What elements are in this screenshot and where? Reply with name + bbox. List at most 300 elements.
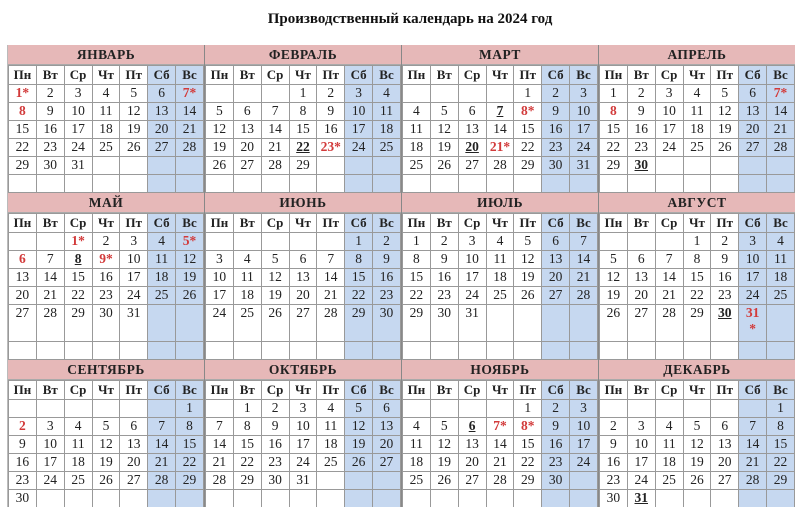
day-cell: 25 <box>92 139 120 157</box>
day-cell <box>176 85 204 103</box>
day-cell: 7 <box>317 251 345 269</box>
day-cell: 15 <box>176 436 204 454</box>
empty-cell <box>430 400 458 418</box>
month-block <box>204 193 401 360</box>
day-cell: 15 <box>683 269 711 287</box>
weekday-label: Сб <box>542 214 570 233</box>
empty-cell <box>345 472 373 490</box>
empty-cell <box>711 400 739 418</box>
day-cell: 9 <box>627 103 655 121</box>
holiday-day: 1* <box>16 85 30 100</box>
day-cell: 14 <box>767 103 795 121</box>
empty-cell <box>206 85 234 103</box>
day-cell: 11 <box>233 269 261 287</box>
weekday-label: Сб <box>345 214 373 233</box>
weekday-label: Пн <box>9 214 37 233</box>
day-cell: 5 <box>430 418 458 436</box>
empty-cell <box>233 342 261 360</box>
day-cell: 12 <box>345 418 373 436</box>
day-cell: 21 <box>317 287 345 305</box>
day-cell: 16 <box>542 121 570 139</box>
short-day: 7 <box>497 103 504 118</box>
weekday-label: Чт <box>683 214 711 233</box>
day-cell: 22 <box>403 287 431 305</box>
empty-cell <box>486 490 514 507</box>
empty-cell <box>627 175 655 193</box>
day-cell: 23 <box>36 139 64 157</box>
day-cell: 27 <box>373 454 401 472</box>
day-cell: 17 <box>64 121 92 139</box>
empty-cell <box>233 175 261 193</box>
day-cell: 31 <box>64 157 92 175</box>
day-cell <box>486 103 514 121</box>
day-cell: 3 <box>36 418 64 436</box>
day-cell: 11 <box>373 103 401 121</box>
weekday-label: Пн <box>206 66 234 85</box>
day-cell: 26 <box>206 157 234 175</box>
weekday-label: Чт <box>486 66 514 85</box>
holiday-day: 7* <box>183 85 197 100</box>
weekday-label: Сб <box>739 214 767 233</box>
day-cell: 21 <box>486 454 514 472</box>
day-cell: 6 <box>739 85 767 103</box>
holiday-day: 2 <box>19 418 26 433</box>
day-cell: 17 <box>570 436 598 454</box>
day-cell: 24 <box>36 472 64 490</box>
day-cell: 31 <box>458 305 486 342</box>
empty-cell <box>542 305 570 342</box>
empty-cell <box>289 233 317 251</box>
empty-cell <box>655 175 683 193</box>
day-cell: 10 <box>458 251 486 269</box>
empty-cell <box>317 342 345 360</box>
month-block <box>7 360 204 507</box>
day-cell: 16 <box>317 121 345 139</box>
day-cell: 28 <box>655 305 683 342</box>
month-block <box>401 45 598 193</box>
day-cell: 15 <box>600 121 628 139</box>
day-cell: 9 <box>261 418 289 436</box>
empty-cell <box>120 400 148 418</box>
weekday-label: Пт <box>120 214 148 233</box>
day-cell: 4 <box>767 233 795 251</box>
empty-cell <box>711 157 739 175</box>
day-cell: 29 <box>514 472 542 490</box>
weekday-label: Сб <box>739 381 767 400</box>
day-cell: 14 <box>655 269 683 287</box>
day-cell: 5 <box>206 103 234 121</box>
day-cell: 28 <box>148 472 176 490</box>
empty-cell <box>767 342 795 360</box>
day-cell: 18 <box>486 269 514 287</box>
day-cell: 29 <box>600 157 628 175</box>
day-cell: 26 <box>514 287 542 305</box>
empty-cell <box>570 175 598 193</box>
day-cell: 24 <box>458 287 486 305</box>
day-cell: 23 <box>627 139 655 157</box>
day-cell: 24 <box>64 139 92 157</box>
day-cell: 1 <box>767 400 795 418</box>
day-cell: 17 <box>655 121 683 139</box>
day-cell: 2 <box>92 233 120 251</box>
empty-cell <box>600 233 628 251</box>
empty-cell <box>683 490 711 507</box>
day-cell: 27 <box>627 305 655 342</box>
day-cell: 18 <box>233 287 261 305</box>
day-cell: 20 <box>148 121 176 139</box>
weekday-label: Ср <box>655 66 683 85</box>
day-cell: 6 <box>373 400 401 418</box>
day-cell: 7 <box>739 418 767 436</box>
day-cell: 26 <box>430 472 458 490</box>
empty-cell <box>542 342 570 360</box>
day-cell: 28 <box>261 157 289 175</box>
empty-cell <box>317 157 345 175</box>
empty-cell <box>683 342 711 360</box>
day-cell: 27 <box>739 139 767 157</box>
empty-cell <box>345 157 373 175</box>
day-cell: 19 <box>261 287 289 305</box>
day-cell: 5 <box>261 251 289 269</box>
day-cell: 10 <box>345 103 373 121</box>
empty-cell <box>600 400 628 418</box>
day-cell <box>9 418 37 436</box>
day-cell: 26 <box>430 157 458 175</box>
empty-cell <box>317 175 345 193</box>
day-cell: 25 <box>373 139 401 157</box>
day-cell: 16 <box>36 121 64 139</box>
empty-cell <box>176 305 204 342</box>
day-cell: 26 <box>120 139 148 157</box>
holiday-day: 23* <box>321 139 341 154</box>
day-cell: 18 <box>373 121 401 139</box>
month-block <box>204 360 401 507</box>
holiday-day: 5* <box>183 233 197 248</box>
weekday-label: Сб <box>739 66 767 85</box>
weekday-label: Пн <box>403 214 431 233</box>
day-cell: 15 <box>345 269 373 287</box>
empty-cell <box>233 490 261 507</box>
day-cell: 12 <box>711 103 739 121</box>
month-header: ДЕКАБРЬ <box>599 360 795 380</box>
empty-cell <box>627 233 655 251</box>
day-cell: 10 <box>570 418 598 436</box>
day-cell: 28 <box>317 305 345 342</box>
day-cell: 19 <box>514 269 542 287</box>
day-cell <box>600 103 628 121</box>
day-cell: 14 <box>486 436 514 454</box>
day-cell: 8 <box>289 103 317 121</box>
day-cell: 20 <box>373 436 401 454</box>
weekday-label: Пт <box>120 381 148 400</box>
day-cell: 16 <box>9 454 37 472</box>
empty-cell <box>373 157 401 175</box>
empty-cell <box>9 175 37 193</box>
day-cell: 31 <box>120 305 148 342</box>
month-header: АВГУСТ <box>599 193 795 213</box>
day-cell: 26 <box>176 287 204 305</box>
day-cell: 5 <box>600 251 628 269</box>
empty-cell <box>176 490 204 507</box>
day-cell: 6 <box>233 103 261 121</box>
day-cell: 15 <box>233 436 261 454</box>
weekday-label: Ср <box>458 381 486 400</box>
holiday-day: 9* <box>99 251 113 266</box>
weekday-label: Чт <box>92 214 120 233</box>
weekday-label: Вс <box>570 381 598 400</box>
day-cell: 14 <box>570 251 598 269</box>
day-cell: 4 <box>683 85 711 103</box>
day-cell: 26 <box>261 305 289 342</box>
day-cell: 13 <box>458 121 486 139</box>
weekday-label: Вт <box>233 214 261 233</box>
month-header: ОКТЯБРЬ <box>205 360 401 380</box>
day-cell: 14 <box>176 103 204 121</box>
weekday-label: Ср <box>458 66 486 85</box>
day-cell: 17 <box>36 454 64 472</box>
day-cell: 7 <box>148 418 176 436</box>
day-cell: 29 <box>233 472 261 490</box>
empty-cell <box>289 175 317 193</box>
day-cell: 9 <box>600 436 628 454</box>
empty-cell <box>261 85 289 103</box>
day-cell: 19 <box>683 454 711 472</box>
day-cell: 7 <box>655 251 683 269</box>
day-cell: 14 <box>739 436 767 454</box>
empty-cell <box>148 490 176 507</box>
day-cell: 6 <box>627 251 655 269</box>
short-day: 8 <box>75 251 82 266</box>
empty-cell <box>92 342 120 360</box>
day-cell: 16 <box>542 436 570 454</box>
holiday-day: 8 <box>19 103 26 118</box>
empty-cell <box>570 490 598 507</box>
empty-cell <box>148 175 176 193</box>
day-cell: 24 <box>627 472 655 490</box>
empty-cell <box>206 400 234 418</box>
day-cell: 9 <box>542 418 570 436</box>
month-header: МАЙ <box>8 193 204 213</box>
day-cell: 30 <box>92 305 120 342</box>
day-cell: 14 <box>36 269 64 287</box>
day-cell: 30 <box>542 157 570 175</box>
day-cell: 19 <box>92 454 120 472</box>
day-cell: 11 <box>317 418 345 436</box>
day-cell: 2 <box>627 85 655 103</box>
day-cell: 29 <box>345 305 373 342</box>
weekday-label: Ср <box>261 66 289 85</box>
day-cell: 9 <box>36 103 64 121</box>
empty-cell <box>767 175 795 193</box>
day-cell: 14 <box>261 121 289 139</box>
month-header: НОЯБРЬ <box>402 360 598 380</box>
day-cell: 21 <box>767 121 795 139</box>
day-cell: 15 <box>289 121 317 139</box>
weekday-label: Чт <box>289 214 317 233</box>
weekday-label: Вт <box>36 381 64 400</box>
day-cell: 29 <box>403 305 431 342</box>
empty-cell <box>514 305 542 342</box>
day-cell: 7 <box>570 233 598 251</box>
day-cell: 14 <box>486 121 514 139</box>
day-cell <box>514 103 542 121</box>
day-cell: 24 <box>120 287 148 305</box>
day-cell: 6 <box>289 251 317 269</box>
day-cell: 23 <box>711 287 739 305</box>
weekday-label: Вс <box>176 214 204 233</box>
empty-cell <box>739 157 767 175</box>
day-cell: 12 <box>176 251 204 269</box>
day-cell: 27 <box>148 139 176 157</box>
day-cell: 8 <box>403 251 431 269</box>
empty-cell <box>148 305 176 342</box>
weekday-label: Чт <box>92 381 120 400</box>
day-cell: 26 <box>92 472 120 490</box>
day-cell: 4 <box>403 103 431 121</box>
day-cell: 18 <box>148 269 176 287</box>
day-cell: 21 <box>261 139 289 157</box>
empty-cell <box>430 85 458 103</box>
month-block <box>401 193 598 360</box>
day-cell: 24 <box>206 305 234 342</box>
empty-cell <box>120 490 148 507</box>
day-cell: 19 <box>176 269 204 287</box>
day-cell: 14 <box>206 436 234 454</box>
day-cell: 7 <box>36 251 64 269</box>
day-cell: 11 <box>64 436 92 454</box>
short-day: 22 <box>296 139 310 154</box>
weekday-label: Вт <box>233 66 261 85</box>
day-cell: 20 <box>458 454 486 472</box>
month-block <box>598 45 795 193</box>
day-cell: 17 <box>120 269 148 287</box>
day-cell: 28 <box>486 472 514 490</box>
empty-cell <box>542 175 570 193</box>
day-cell: 23 <box>373 287 401 305</box>
day-cell: 4 <box>373 85 401 103</box>
empty-cell <box>64 490 92 507</box>
empty-cell <box>176 342 204 360</box>
day-cell: 13 <box>458 436 486 454</box>
day-cell: 2 <box>542 85 570 103</box>
day-cell: 18 <box>317 436 345 454</box>
day-cell: 24 <box>345 139 373 157</box>
weekday-label: Пн <box>600 381 628 400</box>
day-cell: 22 <box>64 287 92 305</box>
day-cell: 6 <box>458 103 486 121</box>
day-cell: 5 <box>514 233 542 251</box>
weekday-label: Пт <box>120 66 148 85</box>
day-cell: 28 <box>570 287 598 305</box>
month-header: СЕНТЯБРЬ <box>8 360 204 380</box>
day-cell: 20 <box>739 121 767 139</box>
day-cell: 10 <box>627 436 655 454</box>
empty-cell <box>486 400 514 418</box>
empty-cell <box>92 175 120 193</box>
weekday-label: Вс <box>373 214 401 233</box>
empty-cell <box>403 85 431 103</box>
empty-cell <box>403 175 431 193</box>
day-cell: 25 <box>64 472 92 490</box>
day-cell: 1 <box>289 85 317 103</box>
day-cell: 22 <box>176 454 204 472</box>
day-cell: 22 <box>767 454 795 472</box>
empty-cell <box>345 490 373 507</box>
day-cell: 28 <box>767 139 795 157</box>
weekday-label: Вс <box>767 214 795 233</box>
short-day: 31 <box>635 490 649 505</box>
month-header: ИЮЛЬ <box>402 193 598 213</box>
weekday-label: Пт <box>317 381 345 400</box>
day-cell: 13 <box>542 251 570 269</box>
day-cell: 17 <box>458 269 486 287</box>
empty-cell <box>36 342 64 360</box>
weekday-label: Пн <box>403 66 431 85</box>
day-cell: 9 <box>373 251 401 269</box>
empty-cell <box>514 490 542 507</box>
empty-cell <box>373 342 401 360</box>
day-cell: 13 <box>233 121 261 139</box>
day-cell: 22 <box>233 454 261 472</box>
short-day: 30 <box>718 305 732 320</box>
weekday-label: Пн <box>9 381 37 400</box>
weekday-label: Вт <box>627 381 655 400</box>
day-cell: 18 <box>403 454 431 472</box>
weekday-label: Сб <box>542 381 570 400</box>
day-cell: 2 <box>542 400 570 418</box>
day-cell: 3 <box>627 418 655 436</box>
empty-cell <box>233 233 261 251</box>
holiday-day: 31 * <box>746 305 760 336</box>
empty-cell <box>486 305 514 342</box>
empty-cell <box>486 85 514 103</box>
weekday-label: Пт <box>711 214 739 233</box>
empty-cell <box>542 490 570 507</box>
empty-cell <box>345 342 373 360</box>
weekday-label: Сб <box>345 66 373 85</box>
weekday-label: Пт <box>711 66 739 85</box>
day-cell: 4 <box>655 418 683 436</box>
empty-cell <box>317 233 345 251</box>
day-cell: 8 <box>176 418 204 436</box>
day-cell: 23 <box>542 139 570 157</box>
day-cell: 5 <box>92 418 120 436</box>
holiday-day: 8* <box>521 418 535 433</box>
day-cell: 25 <box>233 305 261 342</box>
month-block <box>7 193 204 360</box>
day-cell <box>711 305 739 342</box>
day-cell: 12 <box>430 121 458 139</box>
day-cell: 31 <box>570 157 598 175</box>
weekday-label: Вт <box>627 66 655 85</box>
empty-cell <box>9 400 37 418</box>
empty-cell <box>458 342 486 360</box>
empty-cell <box>120 342 148 360</box>
empty-cell <box>739 175 767 193</box>
day-cell: 3 <box>64 85 92 103</box>
empty-cell <box>289 342 317 360</box>
empty-cell <box>514 342 542 360</box>
day-cell: 13 <box>739 103 767 121</box>
day-cell: 5 <box>683 418 711 436</box>
empty-cell <box>92 157 120 175</box>
day-cell: 20 <box>289 287 317 305</box>
empty-cell <box>711 490 739 507</box>
day-cell: 17 <box>206 287 234 305</box>
day-cell: 20 <box>711 454 739 472</box>
empty-cell <box>317 472 345 490</box>
quarter-row <box>7 360 795 507</box>
